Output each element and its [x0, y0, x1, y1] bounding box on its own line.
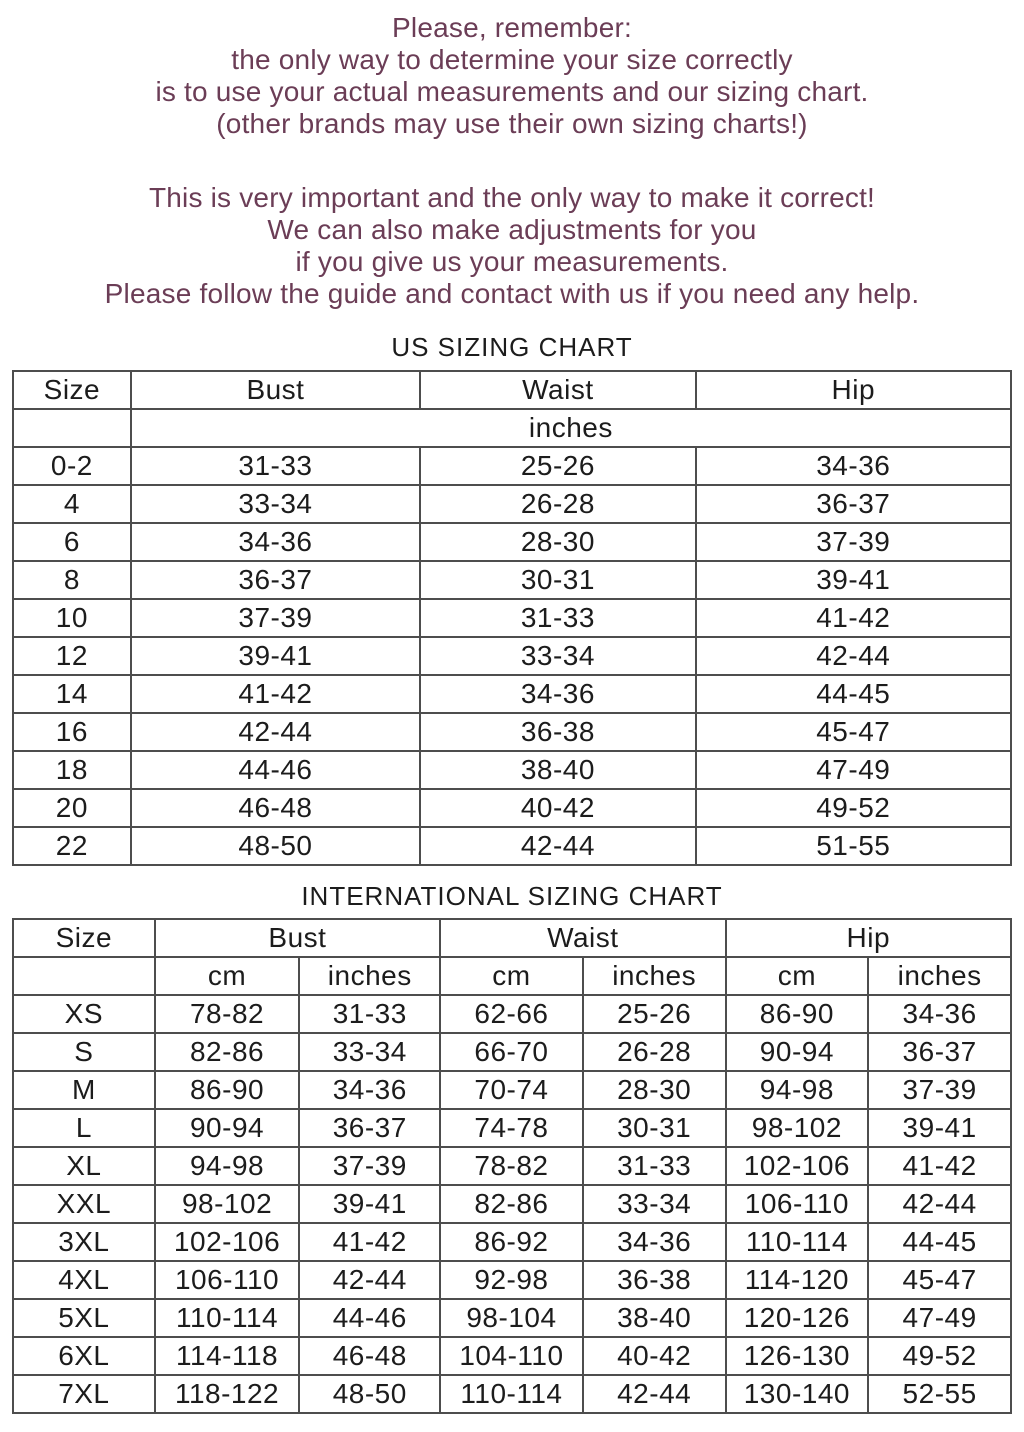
table-cell: 26-28	[583, 1033, 726, 1071]
table-cell: 102-106	[726, 1147, 869, 1185]
table-cell: 30-31	[420, 561, 695, 599]
column-header-hip: Hip	[726, 919, 1011, 957]
table-cell: 82-86	[440, 1185, 583, 1223]
table-cell: 37-39	[299, 1147, 440, 1185]
column-header-waist: Waist	[420, 371, 695, 409]
intl-sizing-table	[12, 918, 1012, 1414]
table-cell: 26-28	[420, 485, 695, 523]
intl-header-row	[13, 919, 1011, 957]
table-cell: 42-44	[868, 1185, 1011, 1223]
intl-subheader-row	[13, 957, 1011, 995]
table-cell: 42-44	[696, 637, 1011, 675]
intl-chart-title: INTERNATIONAL SIZING CHART	[301, 881, 723, 911]
table-cell: 62-66	[440, 995, 583, 1033]
table-cell: 70-74	[440, 1071, 583, 1109]
empty-cell	[13, 957, 155, 995]
table-cell: L	[13, 1109, 155, 1147]
table-cell: 3XL	[13, 1223, 155, 1261]
intro-line: if you give us your measurements.	[295, 246, 729, 277]
table-cell: 14	[13, 675, 131, 713]
intro-line: Please follow the guide and contact with us if you need any help.	[104, 278, 920, 309]
subcolumn-waist-cm: cm	[440, 957, 583, 995]
table-cell: 94-98	[726, 1071, 869, 1109]
intl-table-head	[13, 919, 1011, 995]
us-table-body	[13, 447, 1011, 865]
table-cell: 42-44	[583, 1375, 726, 1413]
us-table-head	[13, 371, 1011, 447]
table-cell: 6XL	[13, 1337, 155, 1375]
table-cell: 106-110	[155, 1261, 300, 1299]
table-row	[13, 789, 1011, 827]
table-row	[13, 1071, 1011, 1109]
intro-line: is to use your actual measurements and our sizing chart.	[155, 76, 869, 107]
table-cell: 33-34	[420, 637, 695, 675]
table-row	[13, 995, 1011, 1033]
intro-line: We can also make adjustments for you	[267, 214, 757, 245]
table-cell: 106-110	[726, 1185, 869, 1223]
table-cell: 46-48	[131, 789, 420, 827]
table-cell: 20	[13, 789, 131, 827]
table-cell: 34-36	[696, 447, 1011, 485]
table-cell: S	[13, 1033, 155, 1071]
intl-table-body	[13, 995, 1011, 1413]
table-cell: M	[13, 1071, 155, 1109]
table-cell: 34-36	[299, 1071, 440, 1109]
table-cell: 48-50	[131, 827, 420, 865]
table-cell: 74-78	[440, 1109, 583, 1147]
table-cell: 114-120	[726, 1261, 869, 1299]
intro-gap	[0, 140, 1024, 182]
table-cell: 44-45	[696, 675, 1011, 713]
table-row	[13, 713, 1011, 751]
table-cell: 42-44	[299, 1261, 440, 1299]
table-cell: 90-94	[726, 1033, 869, 1071]
table-row	[13, 1185, 1011, 1223]
table-cell: 51-55	[696, 827, 1011, 865]
table-cell: 33-34	[131, 485, 420, 523]
us-sizing-table	[12, 370, 1012, 866]
table-cell: 45-47	[868, 1261, 1011, 1299]
table-row	[13, 1223, 1011, 1261]
table-cell: 102-106	[155, 1223, 300, 1261]
table-cell: 34-36	[420, 675, 695, 713]
column-header-hip: Hip	[696, 371, 1011, 409]
column-header-size: Size	[13, 371, 131, 409]
intro-line: Please, remember:	[392, 12, 632, 43]
empty-cell	[13, 409, 131, 447]
table-cell: 37-39	[131, 599, 420, 637]
table-cell: 16	[13, 713, 131, 751]
table-cell: 78-82	[440, 1147, 583, 1185]
table-cell: 47-49	[696, 751, 1011, 789]
table-cell: 31-33	[420, 599, 695, 637]
table-cell: 44-46	[299, 1299, 440, 1337]
table-cell: 98-102	[726, 1109, 869, 1147]
table-cell: 10	[13, 599, 131, 637]
table-row	[13, 485, 1011, 523]
table-row	[13, 827, 1011, 865]
table-cell: 34-36	[131, 523, 420, 561]
column-header-waist: Waist	[440, 919, 725, 957]
table-cell: 31-33	[299, 995, 440, 1033]
table-cell: 30-31	[583, 1109, 726, 1147]
table-cell: 41-42	[299, 1223, 440, 1261]
us-chart-title: US SIZING CHART	[391, 332, 633, 362]
table-cell: 90-94	[155, 1109, 300, 1147]
subcolumn-hip-inches: inches	[868, 957, 1011, 995]
table-cell: 39-41	[131, 637, 420, 675]
table-cell: 36-38	[420, 713, 695, 751]
table-row	[13, 561, 1011, 599]
table-cell: 33-34	[299, 1033, 440, 1071]
table-cell: 86-90	[155, 1071, 300, 1109]
table-cell: 28-30	[583, 1071, 726, 1109]
intro-line: This is very important and the only way to make it correct!	[148, 182, 876, 213]
us-unit-row	[13, 409, 1011, 447]
table-cell: 41-42	[131, 675, 420, 713]
column-header-bust: Bust	[155, 919, 440, 957]
table-cell: 31-33	[583, 1147, 726, 1185]
table-cell: 114-118	[155, 1337, 300, 1375]
table-cell: 25-26	[420, 447, 695, 485]
table-cell: 36-37	[299, 1109, 440, 1147]
column-header-size: Size	[13, 919, 155, 957]
table-cell: 49-52	[696, 789, 1011, 827]
table-cell: 49-52	[868, 1337, 1011, 1375]
table-cell: 126-130	[726, 1337, 869, 1375]
intro-line: (other brands may use their own sizing charts!)	[216, 108, 808, 139]
table-row	[13, 1299, 1011, 1337]
table-row	[13, 1147, 1011, 1185]
table-row	[13, 1337, 1011, 1375]
table-row	[13, 1033, 1011, 1071]
table-cell: 34-36	[583, 1223, 726, 1261]
subcolumn-bust-cm: cm	[155, 957, 300, 995]
us-header-row	[13, 371, 1011, 409]
table-cell: 34-36	[868, 995, 1011, 1033]
subcolumn-waist-inches: inches	[583, 957, 726, 995]
table-cell: 28-30	[420, 523, 695, 561]
unit-label-inches: inches	[131, 409, 1011, 447]
table-cell: 31-33	[131, 447, 420, 485]
table-cell: XXL	[13, 1185, 155, 1223]
table-cell: 52-55	[868, 1375, 1011, 1413]
table-cell: 40-42	[420, 789, 695, 827]
column-header-bust: Bust	[131, 371, 420, 409]
subcolumn-bust-inches: inches	[299, 957, 440, 995]
table-cell: 120-126	[726, 1299, 869, 1337]
table-cell: 25-26	[583, 995, 726, 1033]
table-cell: 94-98	[155, 1147, 300, 1185]
table-cell: 110-114	[155, 1299, 300, 1337]
table-cell: 46-48	[299, 1337, 440, 1375]
table-cell: 42-44	[131, 713, 420, 751]
table-cell: 40-42	[583, 1337, 726, 1375]
table-cell: 6	[13, 523, 131, 561]
table-cell: 37-39	[696, 523, 1011, 561]
table-cell: XL	[13, 1147, 155, 1185]
table-cell: 36-37	[131, 561, 420, 599]
intro-line: the only way to determine your size correctly	[231, 44, 793, 75]
table-cell: 104-110	[440, 1337, 583, 1375]
table-cell: 39-41	[696, 561, 1011, 599]
table-cell: 38-40	[420, 751, 695, 789]
table-cell: 82-86	[155, 1033, 300, 1071]
table-row	[13, 1109, 1011, 1147]
table-cell: 4XL	[13, 1261, 155, 1299]
table-cell: 33-34	[583, 1185, 726, 1223]
table-cell: 86-92	[440, 1223, 583, 1261]
table-row	[13, 751, 1011, 789]
table-cell: 66-70	[440, 1033, 583, 1071]
table-cell: 47-49	[868, 1299, 1011, 1337]
table-cell: 98-102	[155, 1185, 300, 1223]
table-cell: 36-37	[868, 1033, 1011, 1071]
table-cell: XS	[13, 995, 155, 1033]
table-cell: 22	[13, 827, 131, 865]
table-row	[13, 675, 1011, 713]
table-cell: 36-37	[696, 485, 1011, 523]
table-cell: 5XL	[13, 1299, 155, 1337]
table-cell: 36-38	[583, 1261, 726, 1299]
table-cell: 130-140	[726, 1375, 869, 1413]
table-cell: 78-82	[155, 995, 300, 1033]
table-cell: 18	[13, 751, 131, 789]
table-cell: 98-104	[440, 1299, 583, 1337]
table-row	[13, 599, 1011, 637]
table-row	[13, 1261, 1011, 1299]
table-cell: 44-45	[868, 1223, 1011, 1261]
table-cell: 38-40	[583, 1299, 726, 1337]
table-cell: 92-98	[440, 1261, 583, 1299]
table-cell: 0-2	[13, 447, 131, 485]
table-cell: 39-41	[868, 1109, 1011, 1147]
table-cell: 48-50	[299, 1375, 440, 1413]
subcolumn-hip-cm: cm	[726, 957, 869, 995]
table-cell: 44-46	[131, 751, 420, 789]
table-row	[13, 637, 1011, 675]
table-cell: 7XL	[13, 1375, 155, 1413]
table-row	[13, 523, 1011, 561]
table-cell: 41-42	[868, 1147, 1011, 1185]
table-cell: 86-90	[726, 995, 869, 1033]
table-cell: 118-122	[155, 1375, 300, 1413]
table-cell: 42-44	[420, 827, 695, 865]
table-cell: 45-47	[696, 713, 1011, 751]
table-cell: 39-41	[299, 1185, 440, 1223]
table-cell: 110-114	[726, 1223, 869, 1261]
table-row	[13, 447, 1011, 485]
table-cell: 37-39	[868, 1071, 1011, 1109]
intro-text	[0, 0, 1024, 310]
table-cell: 110-114	[440, 1375, 583, 1413]
table-cell: 8	[13, 561, 131, 599]
table-cell: 4	[13, 485, 131, 523]
table-cell: 12	[13, 637, 131, 675]
table-row	[13, 1375, 1011, 1413]
table-cell: 41-42	[696, 599, 1011, 637]
